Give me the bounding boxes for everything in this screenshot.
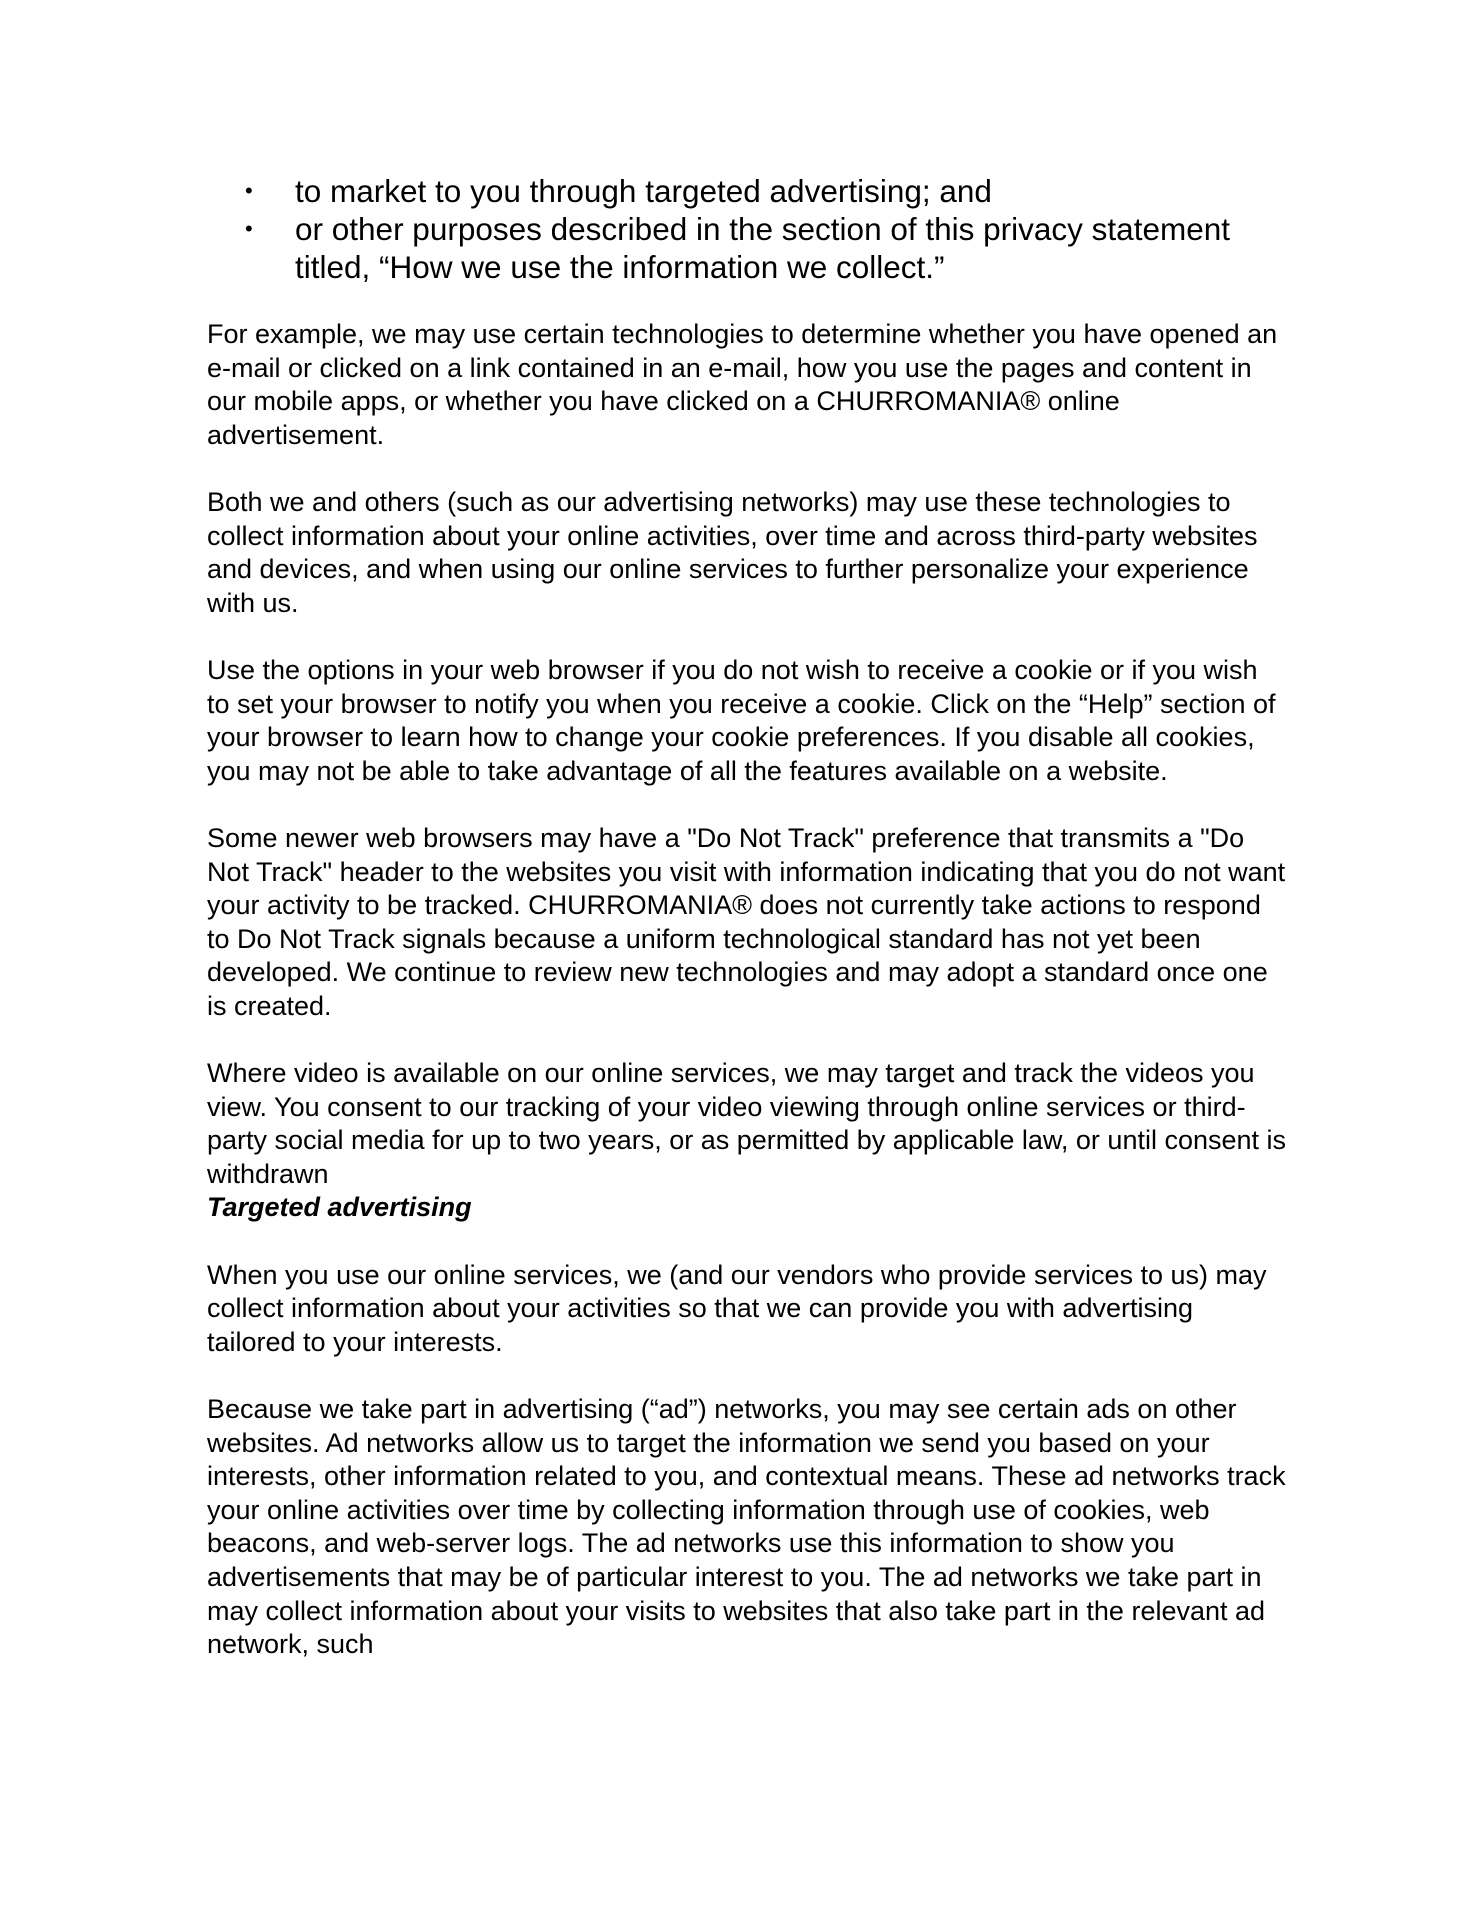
section-heading: Targeted advertising: [207, 1192, 472, 1223]
list-item: [207, 172, 1287, 210]
paragraph-ad-networks: Because we take part in advertising (“ad”) networks, you may see certain ads on other websites. Ad networks allow us to target the information we send you based on your interests, other information related to you, and contextual means. These ad networks track your online activities over time by collecting information through use of cookies, web beacons, and web-server logs. The ad networks use this information to show you advertisements that may be of particular interest to you. The ad networks we take part in may collect information about your visits to websites that also take part in the relevant ad network, such: [207, 1394, 1286, 1660]
list-item: [207, 210, 1287, 286]
bullet-icon: •: [245, 216, 253, 241]
paragraph-advertising-networks: Both we and others (such as our advertising networks) may use these technologies to collect information about your online activities, over time and across third-party websites and devices, and when using our online services to further personalize your experience with us.: [207, 486, 1258, 618]
bullet-text: to market to you through targeted advertising; and: [295, 173, 992, 209]
bullet-icon: •: [245, 178, 253, 203]
paragraph-browser-cookies: Use the options in your web browser if you do not wish to receive a cookie or if you wish to set your browser to notify you when you receive a cookie. Click on the “Help” section of your browser to learn how to change your cookie preferences. If you disable all cookies, you may not be able to take advantage of all the features available on a website.: [207, 654, 1276, 786]
paragraph-do-not-track: Some newer web browsers may have a "Do Not Track" preference that transmits a "Do Not Track" header to the websites you visit with information indicating that you do not want your activity to be tracked. CHURROMANIA® does not currently take actions to respond to Do Not Track signals because a uniform technological standard has not yet been developed. We continue to review new technologies and may adopt a standard once one is created.: [207, 822, 1286, 1021]
paragraph-tailored-advertising: When you use our online services, we (and our vendors who provide services to us) may collect information about your activities so that we can provide you with advertising tailored to your interests.: [207, 1259, 1267, 1357]
paragraph-email-tracking: For example, we may use certain technologies to determine whether you have opened an e-mail or clicked on a link contained in an e-mail, how you use the pages and content in our mobile apps, or whether you have clicked on a CHURROMANIA® online advertisement.: [207, 319, 1278, 450]
paragraph-video-tracking: Where video is available on our online services, we may target and track the videos you view. You consent to our tracking of your video viewing through online services or third-party social media for up to two years, or as permitted by applicable law, or until consent is withdrawn: [207, 1058, 1287, 1189]
document-page: [207, 172, 1287, 1662]
bullet-list: [207, 172, 1287, 286]
bullet-text: or other purposes described in the section of this privacy statement titled, “How we use the information we collect.”: [295, 211, 1230, 285]
